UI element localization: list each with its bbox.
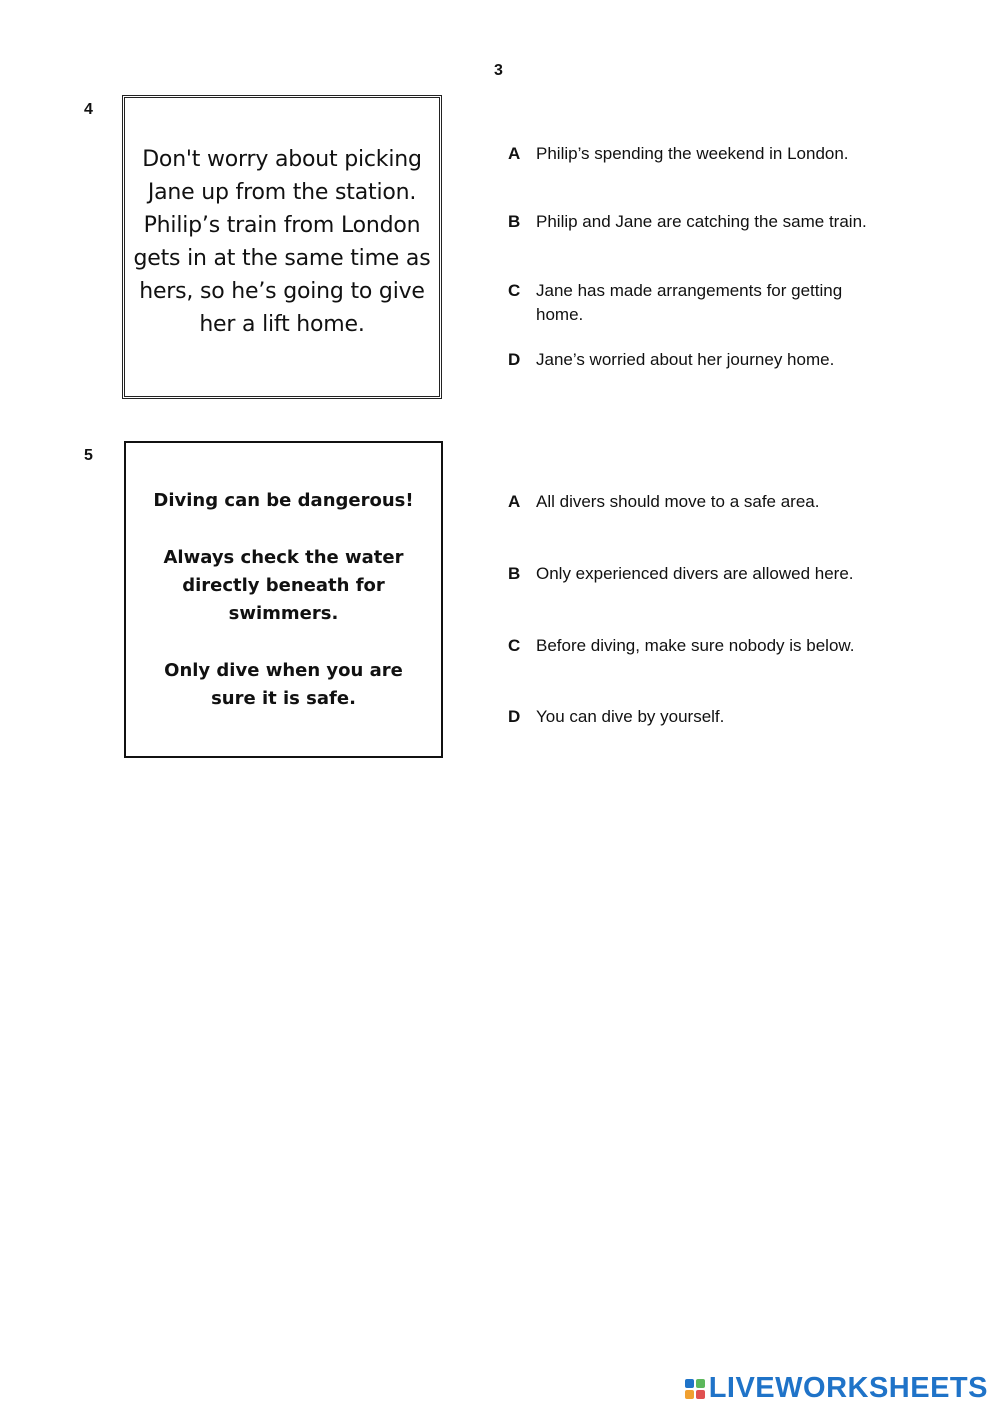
option-letter: D (508, 350, 521, 369)
option-text: Only experienced divers are allowed here. (536, 564, 854, 583)
notice-text (126, 143, 439, 341)
notice-line: her a lift home. (199, 312, 365, 337)
notice-box (122, 95, 442, 399)
logo-tile (685, 1379, 694, 1388)
notice-line: Don't worry about picking (142, 147, 422, 172)
option-text: Before diving, make sure nobody is below. (536, 636, 855, 655)
option-letter: B (508, 564, 521, 583)
liveworksheets-logo-icon (685, 1379, 705, 1399)
option-text: Philip and Jane are catching the same train. (536, 212, 867, 231)
option-text: All divers should move to a safe area. (536, 492, 820, 511)
option-text: Jane’s worried about her journey home. (536, 350, 835, 369)
option-letter: A (508, 144, 521, 163)
answer-option-c[interactable] (508, 634, 928, 658)
notice-paragraph: Always check the water directly beneath for swimmers. (163, 547, 404, 624)
answer-option-a[interactable] (508, 142, 928, 166)
option-letter: A (508, 492, 521, 511)
liveworksheets-brand (685, 1372, 988, 1405)
option-text: Philip’s spending the weekend in London. (536, 144, 849, 163)
option-text: You can dive by yourself. (536, 707, 725, 726)
option-letter: B (508, 212, 521, 231)
notice-paragraph: Diving can be dangerous! (153, 490, 414, 511)
answer-option-b[interactable] (508, 562, 928, 586)
notice-paragraph: Only dive when you are sure it is safe. (164, 660, 403, 709)
answer-option-d[interactable] (508, 705, 928, 729)
question-number: 5 (84, 447, 93, 464)
question-number: 4 (84, 101, 93, 118)
notice-line: hers, so he’s going to give (139, 279, 425, 304)
brand-name: LIVEWORKSHEETS (708, 1372, 988, 1404)
logo-tile (696, 1390, 705, 1399)
answer-option-b[interactable] (508, 210, 928, 234)
page-number: 3 (494, 62, 503, 79)
notice-line: Jane up from the station. (147, 180, 417, 205)
logo-tile (685, 1390, 694, 1399)
logo-tile (696, 1379, 705, 1388)
answer-option-a[interactable] (508, 490, 928, 514)
option-text: Jane has made arrangements for getting home. (536, 281, 843, 324)
answer-option-c[interactable] (508, 279, 888, 327)
notice-line: Philip’s train from London (143, 213, 421, 238)
option-letter: C (508, 636, 521, 655)
option-letter: C (508, 281, 521, 300)
answer-option-d[interactable] (508, 348, 928, 372)
option-letter: D (508, 707, 521, 726)
notice-box (124, 441, 443, 758)
notice-line: gets in at the same time as (133, 246, 431, 271)
